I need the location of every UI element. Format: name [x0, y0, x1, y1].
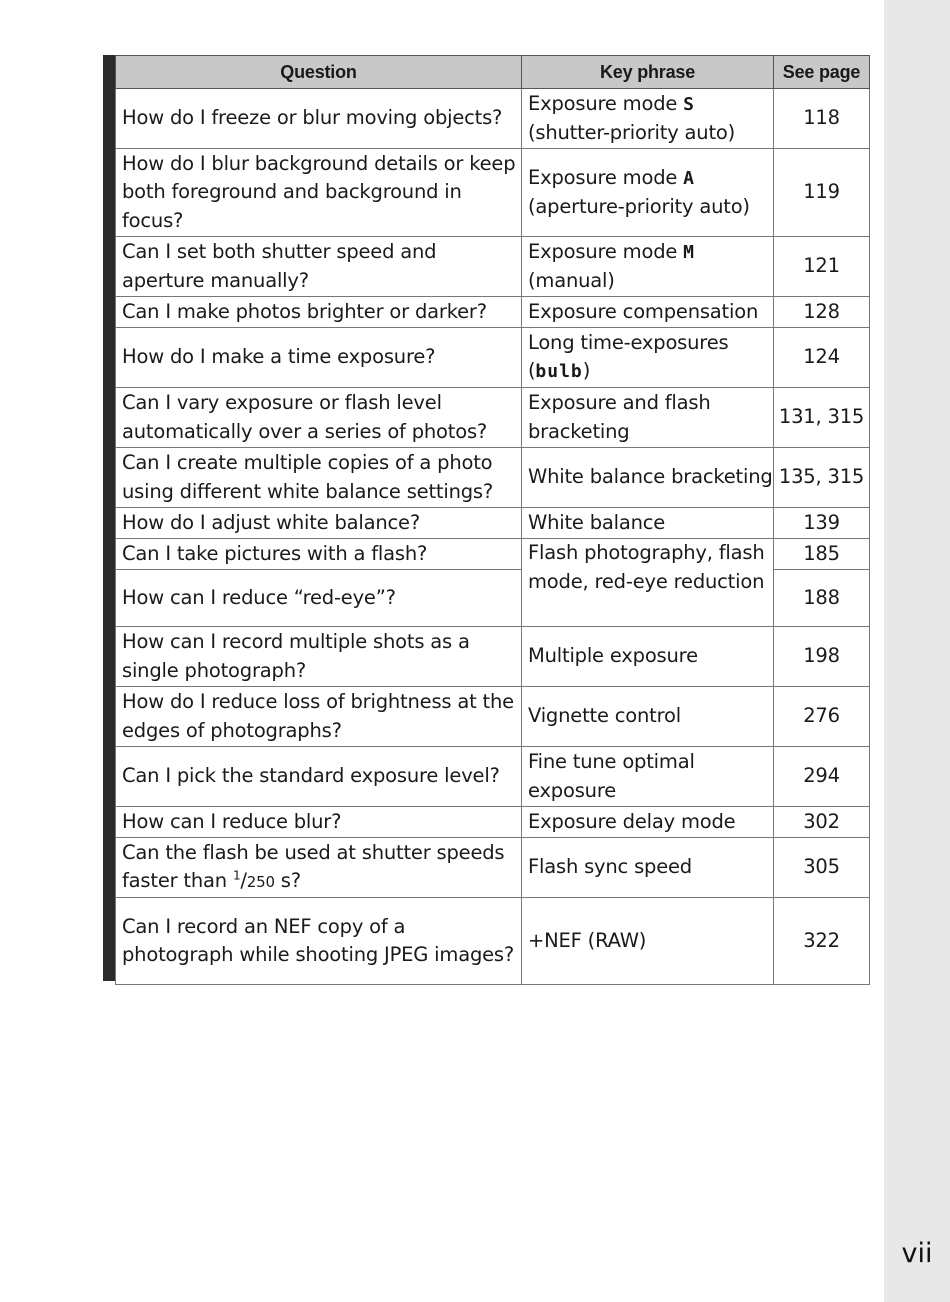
page-ref-cell: 131, 315: [774, 388, 870, 448]
page-ref-cell: 139: [774, 508, 870, 539]
page-ref-cell: 322: [774, 898, 870, 985]
paren-open: (: [528, 359, 536, 382]
key-phrase-text: Exposure mode: [528, 165, 684, 189]
question-cell: Can I set both shutter speed and aperture manually?: [116, 237, 522, 297]
table-row: [116, 448, 870, 508]
page-ref-cell: 121: [774, 237, 870, 297]
key-phrase-cell: Multiple exposure: [522, 627, 774, 687]
key-phrase-text: Exposure mode: [528, 239, 684, 263]
question-text: s?: [274, 869, 301, 892]
key-phrase-text: (shutter-priority auto): [528, 121, 736, 144]
key-phrase-cell: Exposure and flash bracketing: [522, 388, 774, 448]
fraction-numerator: 1: [232, 868, 241, 883]
table-header-row: [116, 56, 870, 89]
table-row: [116, 508, 870, 539]
key-phrase-cell: Flash photography, flash mode, red-eye reduction: [522, 539, 774, 627]
key-phrase-cell: Flash sync speed: [522, 838, 774, 898]
page-ref-cell: 305: [774, 838, 870, 898]
lcd-bulb-glyph: bulb: [535, 361, 583, 382]
key-phrase-cell: [522, 328, 774, 388]
page-ref-cell: 276: [774, 687, 870, 747]
table-row: [116, 898, 870, 985]
key-phrase-text: Exposure mode: [528, 91, 684, 115]
key-phrase-cell: +NEF (RAW): [522, 898, 774, 985]
page-ref-cell: 119: [774, 149, 870, 237]
key-phrase-cell: [522, 89, 774, 149]
table-row: [116, 297, 870, 328]
section-bar: [103, 55, 115, 981]
question-cell: Can I take pictures with a flash?: [116, 539, 522, 570]
question-cell: How do I blur background details or keep both foreground and background in focus?: [116, 149, 522, 237]
key-phrase-cell: [522, 149, 774, 237]
question-cell: [116, 838, 522, 898]
page-ref-cell: 128: [774, 297, 870, 328]
question-text: Can the flash be used at shutter speeds faster than: [122, 840, 505, 892]
question-cell: How can I reduce blur?: [116, 807, 522, 838]
faq-table: [115, 55, 870, 985]
fraction-slash: /: [240, 869, 247, 892]
page-ref-cell: 135, 315: [774, 448, 870, 508]
question-cell: How do I adjust white balance?: [116, 508, 522, 539]
page-ref-cell: 188: [774, 570, 870, 627]
key-phrase-cell: Fine tune optimal exposure: [522, 747, 774, 807]
fraction-denominator: 250: [246, 873, 275, 891]
question-cell: How can I record multiple shots as a single photograph?: [116, 627, 522, 687]
table-row: [116, 149, 870, 237]
key-phrase-cell: Exposure compensation: [522, 297, 774, 328]
question-cell: Can I create multiple copies of a photo using different white balance settings?: [116, 448, 522, 508]
lcd-mode-glyph: S: [683, 93, 696, 115]
table-row: [116, 237, 870, 297]
table-row: [116, 838, 870, 898]
lcd-mode-glyph: A: [683, 167, 696, 189]
page-ref-cell: 118: [774, 89, 870, 149]
table-row: [116, 328, 870, 388]
page-ref-cell: 198: [774, 627, 870, 687]
table-row: [116, 627, 870, 687]
key-phrase-cell: Vignette control: [522, 687, 774, 747]
key-phrase-cell: [522, 237, 774, 297]
lcd-mode-glyph: M: [683, 241, 696, 263]
question-cell: How do I make a time exposure?: [116, 328, 522, 388]
table-row: [116, 807, 870, 838]
table-row: [116, 388, 870, 448]
key-phrase-text: (aperture-priority auto): [528, 195, 750, 218]
page-ref-cell: 185: [774, 539, 870, 570]
header-key-phrase: Key phrase: [522, 56, 774, 89]
page-number: vii: [901, 1238, 933, 1269]
question-cell: Can I vary exposure or flash level automatically over a series of photos?: [116, 388, 522, 448]
header-question: Question: [116, 56, 522, 89]
key-phrase-cell: White balance: [522, 508, 774, 539]
key-phrase-text: (manual): [528, 269, 615, 292]
page-ref-cell: 124: [774, 328, 870, 388]
question-cell: How do I reduce loss of brightness at the edges of photographs?: [116, 687, 522, 747]
side-strip: [884, 0, 950, 1302]
question-cell: Can I record an NEF copy of a photograph while shooting JPEG images?: [116, 898, 522, 985]
faq-table-wrapper: [103, 55, 869, 981]
key-phrase-cell: White balance bracketing: [522, 448, 774, 508]
table-row: [116, 747, 870, 807]
table-row: [116, 539, 870, 570]
question-cell: Can I make photos brighter or darker?: [116, 297, 522, 328]
page-ref-cell: 294: [774, 747, 870, 807]
table-row: [116, 687, 870, 747]
question-cell: How can I reduce “red-eye”?: [116, 570, 522, 627]
key-phrase-cell: Exposure delay mode: [522, 807, 774, 838]
key-phrase-text: Long time-exposures: [528, 330, 729, 354]
paren-close: ): [582, 359, 591, 382]
page-ref-cell: 302: [774, 807, 870, 838]
header-see-page: See page: [774, 56, 870, 89]
question-cell: Can I pick the standard exposure level?: [116, 747, 522, 807]
table-row: [116, 89, 870, 149]
question-cell: How do I freeze or blur moving objects?: [116, 89, 522, 149]
